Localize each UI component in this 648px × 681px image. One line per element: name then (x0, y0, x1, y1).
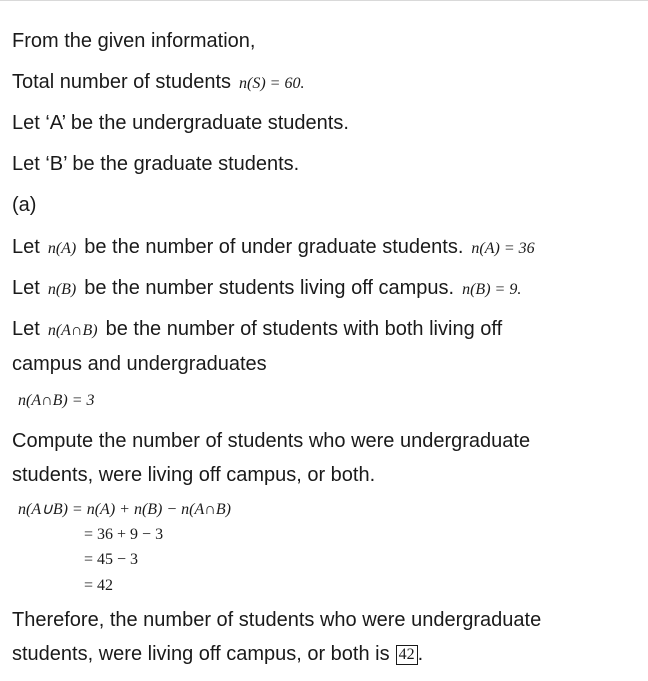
n-a-prefix: Let (12, 236, 40, 258)
total-students-line (12, 70, 304, 96)
n-ab-prefix: Let (12, 318, 40, 340)
compute-line-2: students, were living off campus, or both. (12, 464, 376, 486)
n-a-line (12, 235, 535, 261)
n-a-symbol: n(A) (47, 240, 77, 257)
n-b-prefix: Let (12, 277, 40, 299)
total-students-math: n(S) = 60. (239, 75, 305, 92)
n-a-value: n(A) = 36 (471, 240, 535, 257)
calc-step-3: = 42 (84, 577, 114, 594)
let-a-line: Let ‘A’ be the undergraduate students. (12, 112, 349, 134)
compute-line-1: Compute the number of students who were undergraduate (12, 430, 531, 452)
union-formula: n(A∪B) = n(A) + n(B) − n(A∩B) (18, 501, 231, 518)
calc-step-1: = 36 + 9 − 3 (84, 526, 164, 543)
therefore-text: students, were living off campus, or both is (12, 643, 390, 665)
n-ab-continuation: campus and undergraduates (12, 353, 267, 375)
n-ab-symbol: n(A∩B) (47, 322, 98, 339)
therefore-line-1: Therefore, the number of students who were undergraduate (12, 609, 542, 631)
n-b-line (12, 276, 521, 302)
n-b-text: be the number students living off campus. (84, 277, 455, 299)
therefore-line-2 (12, 642, 423, 666)
final-period: . (417, 643, 424, 665)
intro-line: From the given information, (12, 30, 256, 52)
n-ab-line (12, 317, 502, 343)
boxed-answer: 42 (396, 645, 418, 665)
part-label: (a) (12, 194, 37, 216)
calc-step-2: = 45 − 3 (84, 551, 139, 568)
let-b-line: Let ‘B’ be the graduate students. (12, 153, 300, 175)
n-b-symbol: n(B) (47, 281, 77, 298)
n-ab-value: n(A∩B) = 3 (18, 392, 95, 409)
total-students-text: Total number of students (12, 71, 232, 93)
n-ab-text: be the number of students with both living off (105, 318, 503, 340)
n-b-value: n(B) = 9. (462, 281, 522, 298)
n-a-text: be the number of under graduate students. (84, 236, 464, 258)
